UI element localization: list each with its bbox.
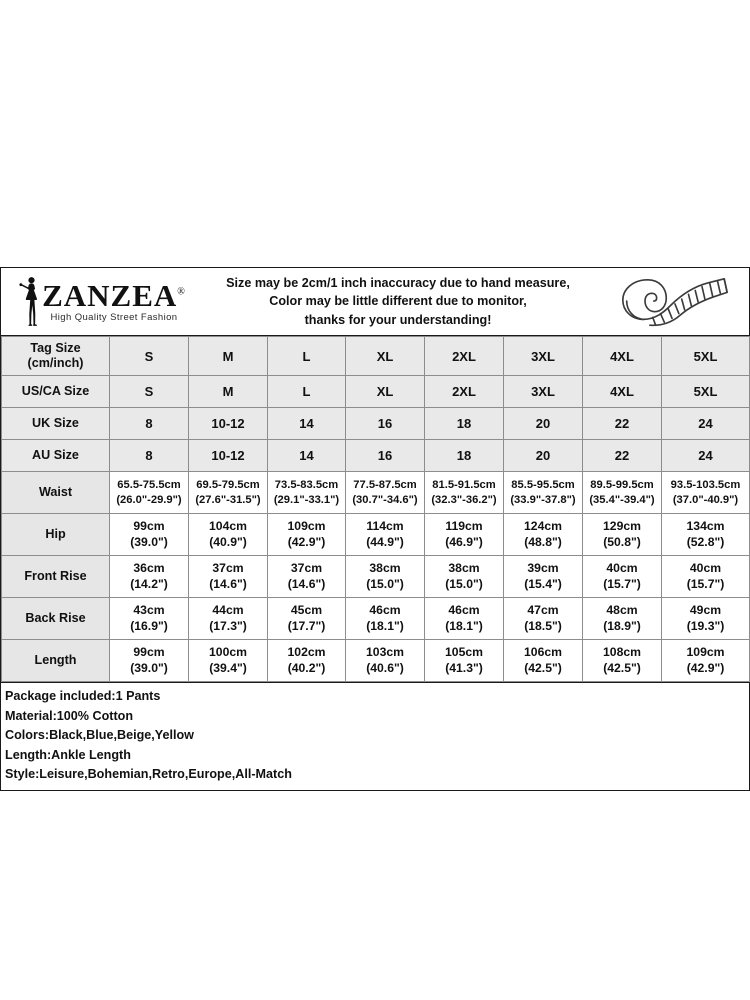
cell-uk-7: 22 <box>583 408 662 440</box>
cell-hip-1 <box>110 514 189 556</box>
cell-uk-3: 14 <box>268 408 346 440</box>
table-row-length <box>2 640 750 682</box>
value-cm: 89.5-99.5cm <box>590 479 654 492</box>
value-inch: (41.3") <box>445 660 483 675</box>
value-cm: 40cm <box>689 560 722 575</box>
table-row-back-rise <box>2 598 750 640</box>
cell-front-rise-3 <box>268 556 346 598</box>
size-table <box>1 336 750 682</box>
cell-au-2: 10-12 <box>189 440 268 472</box>
value-inch: (44.9") <box>366 534 404 549</box>
cell-front-rise-8 <box>662 556 750 598</box>
value-cm: 49cm <box>689 602 722 617</box>
value-inch: (42.5") <box>603 660 641 675</box>
value-cm: 99cm <box>133 644 165 659</box>
product-details <box>1 682 749 790</box>
row-label-tag-size <box>2 337 110 376</box>
value-cm: 43cm <box>133 602 165 617</box>
value-inch: (40.6") <box>366 660 404 675</box>
value-cm: 102cm <box>287 644 326 659</box>
value-inch: (14.6") <box>209 576 247 591</box>
cell-au-7: 22 <box>583 440 662 472</box>
value-inch: (29.1"-33.1") <box>273 493 340 506</box>
value-inch: (40.9") <box>209 534 247 549</box>
value-cm: 46cm <box>448 602 480 617</box>
row-label-length: Length <box>2 640 110 682</box>
cell-hip-6 <box>504 514 583 556</box>
table-row-hip <box>2 514 750 556</box>
cell-back-rise-8 <box>662 598 750 640</box>
cell-back-rise-2 <box>189 598 268 640</box>
value-cm: 38cm <box>369 560 401 575</box>
value-inch: (42.9") <box>287 534 326 549</box>
value-cm: 48cm <box>606 602 638 617</box>
value-inch: (14.2") <box>130 576 168 591</box>
value-cm: 85.5-95.5cm <box>511 479 575 492</box>
value-inch: (37.0"-40.9") <box>672 493 739 506</box>
cell-au-1: 8 <box>110 440 189 472</box>
cell-us-ca-8: 5XL <box>662 376 750 408</box>
value-inch: (52.8") <box>686 534 725 549</box>
chart-banner <box>1 268 749 336</box>
value-cm: 129cm <box>603 518 641 533</box>
detail-material: Material:100% Cotton <box>5 708 134 723</box>
cell-us-ca-7: 4XL <box>583 376 662 408</box>
detail-package: Package included:1 Pants <box>5 689 161 703</box>
cell-length-5 <box>425 640 504 682</box>
value-cm: 38cm <box>448 560 480 575</box>
cell-length-1 <box>110 640 189 682</box>
cell-uk-4: 16 <box>346 408 425 440</box>
cell-us-ca-5: 2XL <box>425 376 504 408</box>
value-inch: (39.4") <box>209 660 247 675</box>
disclaimer-line-3: thanks for your understanding! <box>304 312 492 327</box>
value-cm: 46cm <box>369 602 401 617</box>
value-cm: 69.5-79.5cm <box>196 479 260 492</box>
value-inch: (15.0") <box>366 576 404 591</box>
cell-length-3 <box>268 640 346 682</box>
woman-silhouette-icon <box>18 276 44 328</box>
cell-au-3: 14 <box>268 440 346 472</box>
value-inch: (39.0") <box>130 660 168 675</box>
value-cm: 81.5-91.5cm <box>432 479 496 492</box>
cell-tag-size-6: 3XL <box>504 337 583 376</box>
value-inch: (15.4") <box>524 576 562 591</box>
cell-tag-size-2: M <box>189 337 268 376</box>
cell-uk-5: 18 <box>425 408 504 440</box>
brand-name-text: ZANZEA <box>42 278 178 313</box>
value-inch: (17.7") <box>287 618 326 633</box>
cell-front-rise-5 <box>425 556 504 598</box>
cell-waist-6 <box>504 472 583 514</box>
cell-au-5: 18 <box>425 440 504 472</box>
table-row-au-size <box>2 440 750 472</box>
row-label-us-ca-size: US/CA Size <box>2 376 110 408</box>
cell-au-8: 24 <box>662 440 750 472</box>
value-inch: (42.9") <box>686 660 725 675</box>
value-cm: 124cm <box>524 518 562 533</box>
cell-back-rise-6 <box>504 598 583 640</box>
value-inch: (18.1") <box>445 618 483 633</box>
cell-tag-size-3: L <box>268 337 346 376</box>
value-cm: 114cm <box>366 518 404 533</box>
value-cm: 119cm <box>445 518 483 533</box>
brand-name <box>42 280 186 311</box>
value-cm: 65.5-75.5cm <box>117 479 181 492</box>
value-inch: (40.2") <box>287 660 326 675</box>
value-inch: (15.0") <box>445 576 483 591</box>
value-cm: 77.5-87.5cm <box>353 479 417 492</box>
brand-logo <box>1 276 197 328</box>
cell-tag-size-5: 2XL <box>425 337 504 376</box>
value-inch: (14.6") <box>287 576 326 591</box>
row-label-hip: Hip <box>2 514 110 556</box>
value-cm: 37cm <box>212 560 244 575</box>
row-label-line-2: (cm/inch) <box>27 356 84 370</box>
cell-us-ca-6: 3XL <box>504 376 583 408</box>
value-inch: (30.7"-34.6") <box>352 493 418 506</box>
value-inch: (15.7") <box>686 576 725 591</box>
cell-back-rise-5 <box>425 598 504 640</box>
cell-au-4: 16 <box>346 440 425 472</box>
row-label-back-rise: Back Rise <box>2 598 110 640</box>
value-inch: (46.9") <box>445 534 483 549</box>
brand-wordmark <box>42 280 186 323</box>
cell-waist-7 <box>583 472 662 514</box>
value-cm: 99cm <box>133 518 165 533</box>
row-label-line-1: Tag Size <box>30 340 81 355</box>
registered-mark: ® <box>177 286 186 298</box>
detail-colors: Colors:Black,Blue,Beige,Yellow <box>5 728 194 743</box>
brand-tagline: High Quality Street Fashion <box>50 312 178 323</box>
cell-waist-8 <box>662 472 750 514</box>
value-cm: 47cm <box>527 602 559 617</box>
cell-tag-size-1: S <box>110 337 189 376</box>
value-cm: 104cm <box>209 518 247 533</box>
value-inch: (48.8") <box>524 534 562 549</box>
value-inch: (17.3") <box>209 618 247 633</box>
cell-hip-2 <box>189 514 268 556</box>
value-cm: 109cm <box>287 518 326 533</box>
row-label-waist: Waist <box>2 472 110 514</box>
value-cm: 37cm <box>290 560 323 575</box>
cell-us-ca-3: L <box>268 376 346 408</box>
cell-front-rise-6 <box>504 556 583 598</box>
cell-tag-size-4: XL <box>346 337 425 376</box>
cell-length-7 <box>583 640 662 682</box>
cell-hip-5 <box>425 514 504 556</box>
size-chart-graphic <box>0 267 750 791</box>
cell-length-8 <box>662 640 750 682</box>
cell-length-4 <box>346 640 425 682</box>
cell-back-rise-1 <box>110 598 189 640</box>
cell-length-2 <box>189 640 268 682</box>
cell-waist-4 <box>346 472 425 514</box>
cell-hip-4 <box>346 514 425 556</box>
table-row-front-rise <box>2 556 750 598</box>
value-cm: 93.5-103.5cm <box>670 479 741 492</box>
cell-back-rise-4 <box>346 598 425 640</box>
cell-tag-size-8: 5XL <box>662 337 750 376</box>
row-label-uk-size: UK Size <box>2 408 110 440</box>
cell-uk-6: 20 <box>504 408 583 440</box>
cell-front-rise-4 <box>346 556 425 598</box>
value-cm: 45cm <box>290 602 323 617</box>
value-cm: 36cm <box>133 560 165 575</box>
row-label-au-size: AU Size <box>2 440 110 472</box>
value-cm: 134cm <box>686 518 725 533</box>
cell-hip-7 <box>583 514 662 556</box>
value-inch: (18.9") <box>603 618 641 633</box>
cell-waist-3 <box>268 472 346 514</box>
value-inch: (39.0") <box>130 534 168 549</box>
value-cm: 105cm <box>445 644 483 659</box>
cell-us-ca-1: S <box>110 376 189 408</box>
cell-waist-2 <box>189 472 268 514</box>
disclaimer-line-1: Size may be 2cm/1 inch inaccuracy due to hand measure, <box>226 275 570 290</box>
cell-back-rise-7 <box>583 598 662 640</box>
table-row-us-ca-size <box>2 376 750 408</box>
table-row-waist <box>2 472 750 514</box>
measuring-tape-icon <box>599 274 749 330</box>
value-inch: (35.4"-39.4") <box>589 493 655 506</box>
value-inch: (32.3"-36.2") <box>431 493 497 506</box>
value-inch: (26.0"-29.9") <box>116 493 182 506</box>
cell-back-rise-3 <box>268 598 346 640</box>
value-cm: 106cm <box>524 644 562 659</box>
disclaimer-line-2: Color may be little different due to monitor, <box>269 294 527 309</box>
row-label-front-rise: Front Rise <box>2 556 110 598</box>
cell-waist-1 <box>110 472 189 514</box>
value-inch: (33.9"-37.8") <box>510 493 576 506</box>
cell-waist-5 <box>425 472 504 514</box>
value-cm: 103cm <box>366 644 404 659</box>
value-cm: 40cm <box>606 560 638 575</box>
cell-front-rise-2 <box>189 556 268 598</box>
cell-length-6 <box>504 640 583 682</box>
cell-uk-1: 8 <box>110 408 189 440</box>
value-inch: (19.3") <box>686 618 725 633</box>
detail-length: Length:Ankle Length <box>5 747 131 762</box>
value-cm: 73.5-83.5cm <box>274 479 339 492</box>
table-row-uk-size <box>2 408 750 440</box>
table-row-tag-size <box>2 337 750 376</box>
value-inch: (16.9") <box>130 618 168 633</box>
value-inch: (50.8") <box>603 534 641 549</box>
cell-au-6: 20 <box>504 440 583 472</box>
cell-hip-8 <box>662 514 750 556</box>
value-inch: (18.1") <box>366 618 404 633</box>
value-cm: 108cm <box>603 644 641 659</box>
detail-style: Style:Leisure,Bohemian,Retro,Europe,All-Match <box>5 767 292 782</box>
measurement-disclaimer <box>197 274 599 330</box>
cell-us-ca-2: M <box>189 376 268 408</box>
value-inch: (42.5") <box>524 660 562 675</box>
cell-tag-size-7: 4XL <box>583 337 662 376</box>
cell-front-rise-1 <box>110 556 189 598</box>
value-cm: 39cm <box>527 560 559 575</box>
cell-uk-8: 24 <box>662 408 750 440</box>
value-inch: (27.6"-31.5") <box>195 493 261 506</box>
value-inch: (18.5") <box>524 618 562 633</box>
cell-hip-3 <box>268 514 346 556</box>
value-inch: (15.7") <box>603 576 641 591</box>
value-cm: 100cm <box>209 644 247 659</box>
cell-us-ca-4: XL <box>346 376 425 408</box>
value-cm: 44cm <box>212 602 244 617</box>
cell-front-rise-7 <box>583 556 662 598</box>
cell-uk-2: 10-12 <box>189 408 268 440</box>
value-cm: 109cm <box>686 644 725 659</box>
